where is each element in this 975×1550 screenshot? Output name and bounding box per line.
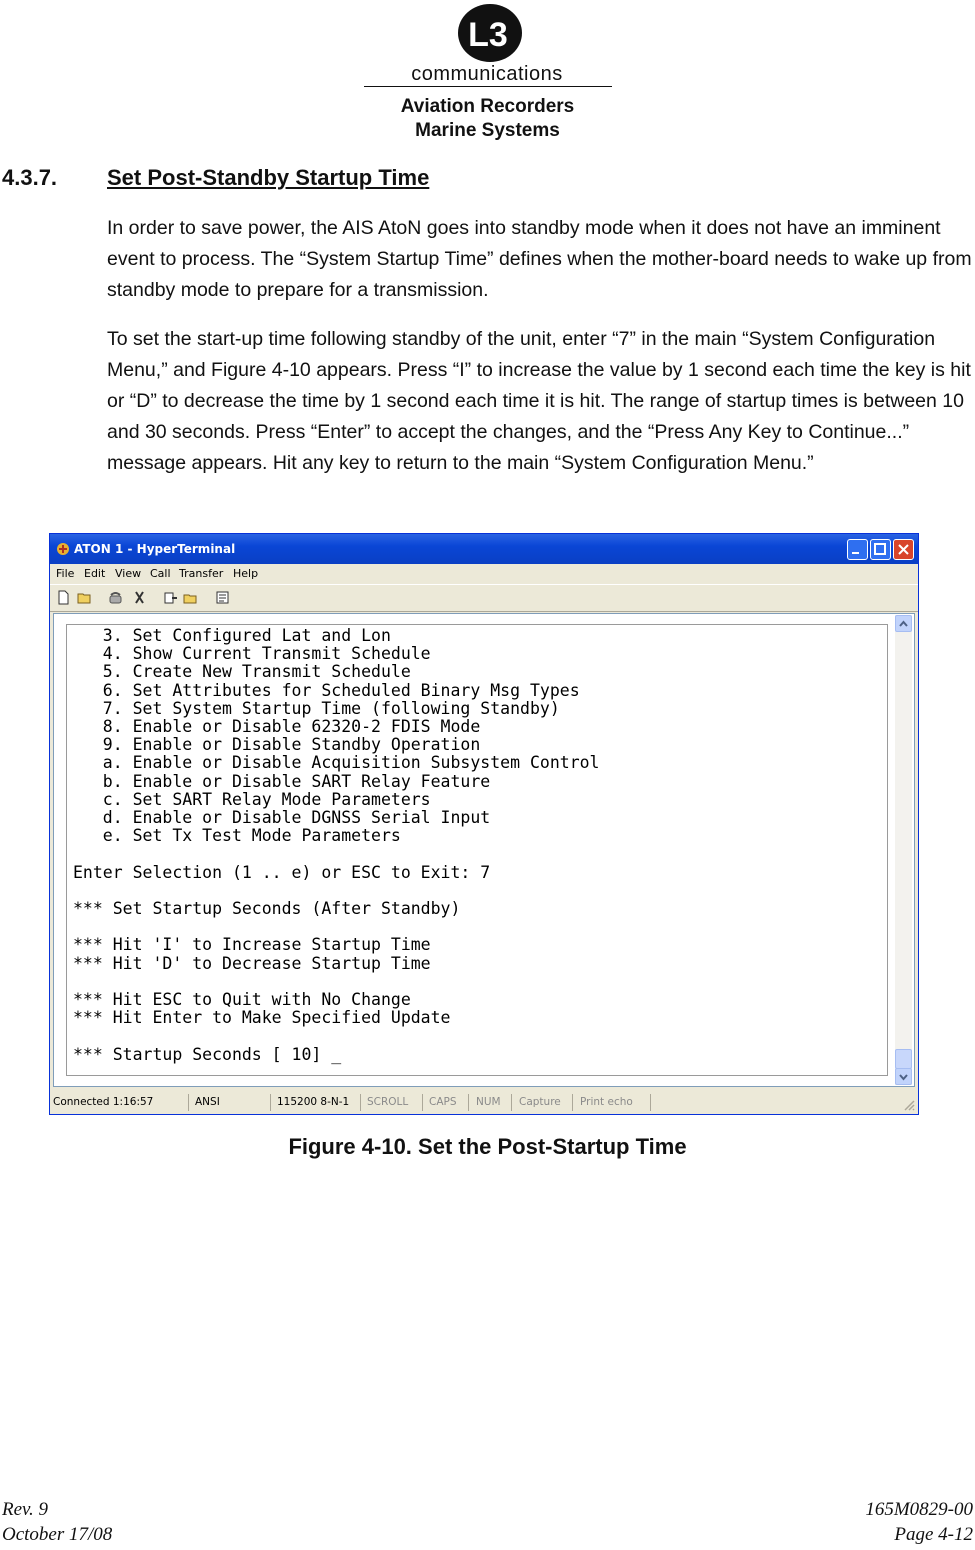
status-scroll: SCROLL <box>367 1096 409 1108</box>
terminal-line: 7. Set System Startup Time (following Standby) <box>73 698 560 718</box>
terminal-line: 9. Enable or Disable Standby Operation <box>73 735 481 755</box>
window-titlebar[interactable] <box>50 534 918 564</box>
status-caps: CAPS <box>429 1096 457 1108</box>
close-button[interactable] <box>893 539 914 560</box>
terminal-output <box>73 627 600 1064</box>
menu-bar <box>50 564 918 584</box>
terminal-line: e. Set Tx Test Mode Parameters <box>73 826 401 846</box>
terminal-line: c. Set SART Relay Mode Parameters <box>73 789 431 809</box>
resize-grip-icon[interactable] <box>903 1099 915 1111</box>
status-separator <box>650 1094 651 1111</box>
menu-file[interactable]: File <box>56 567 75 580</box>
terminal-line: 5. Create New Transmit Schedule <box>73 662 411 682</box>
paragraph-intro: In order to save power, the AIS AtoN goes into standby mode when it does not have an imminent event to process. The “System Startup Time” defines when the mother-board needs to wake up from standby mode to prepare for a transmission. <box>107 217 972 301</box>
terminal-line: 8. Enable or Disable 62320-2 FDIS Mode <box>73 717 481 737</box>
status-port-settings: 115200 8-N-1 <box>277 1096 350 1108</box>
open-folder-icon[interactable] <box>77 590 92 605</box>
scroll-down-button[interactable] <box>895 1068 912 1085</box>
disconnect-icon[interactable] <box>132 590 147 605</box>
terminal-line: Enter Selection (1 .. e) or ESC to Exit: 7 <box>73 862 491 882</box>
footer-revision: Rev. 9 <box>2 1499 49 1520</box>
footer-date: October 17/08 <box>2 1524 113 1545</box>
terminal-line: b. Enable or Disable SART Relay Feature <box>73 771 491 791</box>
terminal-line: *** Hit 'D' to Decrease Startup Time <box>73 953 431 973</box>
terminal-screen <box>66 624 888 1076</box>
send-icon[interactable] <box>163 590 178 605</box>
minimize-button[interactable] <box>847 539 868 560</box>
terminal-line: *** Hit 'I' to Increase Startup Time <box>73 935 431 955</box>
maximize-button[interactable] <box>870 539 891 560</box>
terminal-line: *** Hit ESC to Quit with No Change <box>73 990 411 1010</box>
status-separator <box>511 1094 512 1111</box>
terminal-line: *** Hit Enter to Make Specified Update <box>73 1008 451 1028</box>
status-separator <box>360 1094 361 1111</box>
chevron-up-icon <box>896 616 911 631</box>
logo-wordmark: communications <box>411 63 563 85</box>
status-num: NUM <box>476 1096 501 1108</box>
properties-icon[interactable] <box>215 590 230 605</box>
menu-edit[interactable]: Edit <box>84 567 106 580</box>
terminal-line: *** Startup Seconds [ 10] _ <box>73 1044 342 1064</box>
org-line-1: Aviation Recorders <box>400 96 575 117</box>
hyperterminal-window <box>49 533 919 1115</box>
terminal-line: d. Enable or Disable DGNSS Serial Input <box>73 808 491 828</box>
close-icon <box>894 540 913 559</box>
status-separator <box>468 1094 469 1111</box>
terminal-line: 4. Show Current Transmit Schedule <box>73 644 431 664</box>
logo-divider <box>364 86 612 87</box>
paragraph-procedure: To set the start-up time following standby of the unit, enter “7” in the main “System Configuration Menu,” and Figure 4-10 appears. Press “I” to increase the value by 1 second each time the key is hit or “D” to decrease the time by 1 second each time it is hit. The range of startup times is between 10 and 30 seconds. Press “Enter” to accept the changes, and the “Press Any Key to Continue...” message appears. Hit any key to return to the main “System Configuration Menu.” <box>107 328 971 474</box>
toolbar <box>50 584 918 612</box>
org-line-2: Marine Systems <box>415 120 560 141</box>
section-number: 4.3.7. <box>2 165 58 190</box>
status-print-echo: Print echo <box>580 1096 633 1108</box>
terminal-line: *** Set Startup Seconds (After Standby) <box>73 899 461 919</box>
new-document-icon[interactable] <box>56 590 71 605</box>
vertical-scrollbar[interactable] <box>895 615 912 1085</box>
chevron-down-icon <box>896 1069 911 1084</box>
terminal-line: a. Enable or Disable Acquisition Subsystem Control <box>73 753 600 773</box>
status-connected: Connected 1:16:57 <box>53 1096 154 1108</box>
menu-call[interactable]: Call <box>150 567 171 580</box>
status-separator <box>572 1094 573 1111</box>
phone-icon[interactable] <box>108 590 123 605</box>
footer-page-number: Page 4-12 <box>894 1524 973 1545</box>
status-emulation: ANSI <box>195 1096 220 1108</box>
status-capture: Capture <box>519 1096 561 1108</box>
minimize-icon <box>848 540 867 559</box>
logo-mark: L3 <box>468 16 508 54</box>
hyperterminal-icon <box>56 542 70 556</box>
menu-transfer[interactable]: Transfer <box>179 567 224 580</box>
menu-help[interactable]: Help <box>233 567 259 580</box>
status-bar <box>50 1091 918 1114</box>
scroll-up-button[interactable] <box>895 615 912 632</box>
status-separator <box>422 1094 423 1111</box>
maximize-icon <box>871 540 890 559</box>
terminal-line: 6. Set Attributes for Scheduled Binary Msg Types <box>73 680 580 700</box>
footer-doc-number: 165M0829-00 <box>865 1499 973 1520</box>
menu-view[interactable]: View <box>115 567 142 580</box>
l3-logo <box>455 2 525 64</box>
status-separator <box>188 1094 189 1111</box>
section-title: Set Post-Standby Startup Time <box>107 165 430 190</box>
window-title: ATON 1 - HyperTerminal <box>74 542 236 556</box>
scroll-thumb[interactable] <box>895 1049 912 1069</box>
figure-caption: Figure 4-10. Set the Post-Startup Time <box>288 1134 687 1159</box>
receive-icon[interactable] <box>183 590 198 605</box>
terminal-area[interactable] <box>53 613 915 1087</box>
terminal-line: 3. Set Configured Lat and Lon <box>73 626 391 645</box>
status-separator <box>270 1094 271 1111</box>
